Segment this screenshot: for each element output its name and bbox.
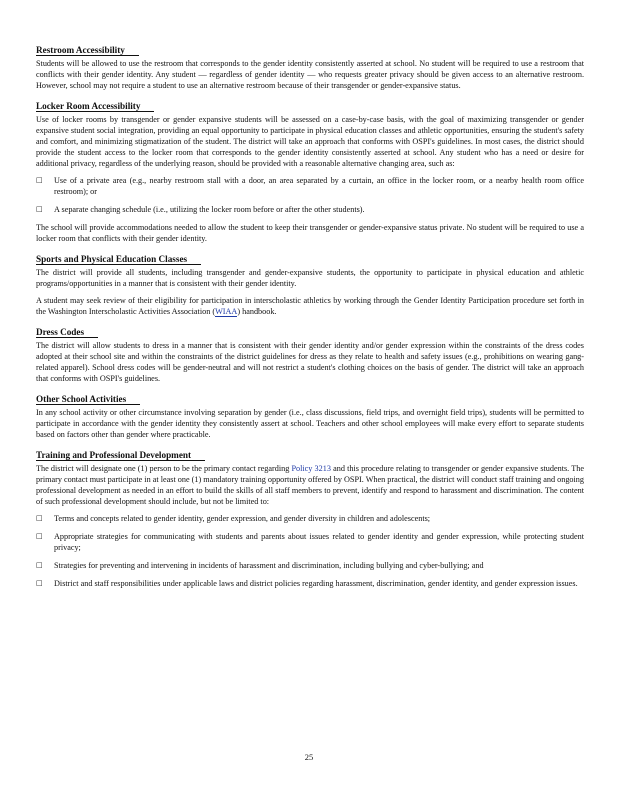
list-item: □ Use of a private area (e.g., nearby restroom stall with a door, an area separated by a curtain, an office in the locker room, or a nearby health room office restroom); or	[36, 176, 584, 196]
sports-paragraph-1: The district will provide all students, including transgender and gender-expansive students, the opportunity to participate in physical education and athletic programs/opportunities in a manner that is consistent with their gender identity.	[36, 268, 584, 288]
section-other-activities	[36, 393, 584, 440]
bullet-square-icon: □	[36, 532, 43, 540]
list-item: □ Appropriate strategies for communicating with students and parents about issues related to gender identity and gender expression, while protecting student privacy;	[36, 532, 584, 552]
locker-paragraph: Use of locker rooms by transgender or gender expansive students will be assessed on a case-by-case basis, with the goal of maximizing transgender or gender expansive student social integration, providing an equal opportunity to participate in physical education classes and athletic opportunities, ensuring the student's safety and comfort, and minimizing stigmatization of the student. The district will take an approach that conforms with OSPI's guidelines. In most cases, the district should provide the student access to the locker room that corresponds to the gender identity consistently asserted at school. Any student who has a need or desire for additional privacy, regardless of the underlying reason, should be provided with a reasonable alternative changing area, such as:	[36, 115, 584, 168]
list-item: □ District and staff responsibilities under applicable laws and district policies regarding harassment, discrimination, gender identity, and gender expression issues.	[36, 579, 578, 588]
bullet-square-icon: □	[36, 561, 43, 569]
section-sports	[36, 253, 584, 317]
section-dress-codes	[36, 326, 584, 384]
dress-paragraph: The district will allow students to dress in a manner that is consistent with their gender identity and/or gender expression within the constraints of the dress codes adopted at their school site and within the constraints of the district guidelines for dress as they relate to health and safety issues (e.g., prohibitions on wearing gang-related apparel). School dress codes will be gender-neutral and will not restrict a student's clothing choices on the basis of gender. The district will take an approach that conforms with OSPI's guidelines.	[36, 341, 584, 383]
heading-locker-room: Locker Room Accessibility	[36, 100, 584, 112]
sports-paragraph-2: A student may seek review of their eligibility for participation in interscholastic athletics by working through the Gender Identity Participation procedure set forth in the Washington Interscholastic Activities Association (WIAA) handbook.	[36, 296, 584, 316]
heading-dress-codes: Dress Codes	[36, 326, 584, 338]
heading-sports: Sports and Physical Education Classes	[36, 253, 584, 265]
other-paragraph: In any school activity or other circumstance involving separation by gender (i.e., class discussions, field trips, and overnight field trips), students will be permitted to participate in accordance with the gender identity they consistently assert at school. Teachers and other school employees will make every effort to separate students based on factors other than gender where practicable.	[36, 408, 584, 439]
locker-options-list	[36, 175, 584, 215]
policy-3213-link[interactable]: Policy 3213	[291, 464, 331, 473]
list-item: □ A separate changing schedule (i.e., utilizing the locker room before or after the other students).	[36, 205, 365, 214]
section-locker-room	[36, 100, 584, 244]
heading-training: Training and Professional Development	[36, 449, 584, 461]
heading-other-activities: Other School Activities	[36, 393, 584, 405]
heading-restroom: Restroom Accessibility	[36, 44, 584, 56]
training-paragraph: The district will designate one (1) person to be the primary contact regarding Policy 3213 and this procedure relating to transgender or gender expansive students. The primary contact must participate in at least one (1) mandatory training opportunity offered by OSPI. When practical, the district will conduct staff training and ongoing professional development as needed in an effort to build the skills of all staff members to prevent, identify and respond to harassment and discrimination. The content of such professional development should include, but not be limited to:	[36, 464, 584, 506]
list-item: □ Terms and concepts related to gender identity, gender expression, and gender diversity in children and adolescents;	[36, 514, 431, 523]
section-restroom	[36, 44, 584, 91]
locker-after-paragraph: The school will provide accommodations needed to allow the student to keep their transgender or gender-expansive status private. No student will be required to use a locker room that conflicts with their gender identity.	[36, 223, 584, 243]
bullet-square-icon: □	[36, 176, 43, 184]
bullet-square-icon: □	[36, 205, 43, 213]
wiaa-link[interactable]: WIAA	[215, 307, 238, 316]
bullet-square-icon: □	[36, 514, 43, 522]
restroom-paragraph: Students will be allowed to use the restroom that corresponds to the gender identity consistently asserted at school. No student will be required to use a restroom that conflicts with their gender identity. Any student — regardless of gender identity — who requests greater privacy should be given access to an alternative restroom. However, school may not require a student to use an alternative restroom because of their transgender or gender-expansive status.	[36, 59, 584, 90]
document-page	[36, 44, 584, 598]
page-number: 25	[304, 752, 314, 762]
list-item: □ Strategies for preventing and intervening in incidents of harassment and discrimination, including bullying and cyber-bullying; and	[36, 561, 484, 570]
training-topics-list	[36, 513, 584, 589]
bullet-square-icon: □	[36, 579, 43, 587]
section-training	[36, 449, 584, 589]
